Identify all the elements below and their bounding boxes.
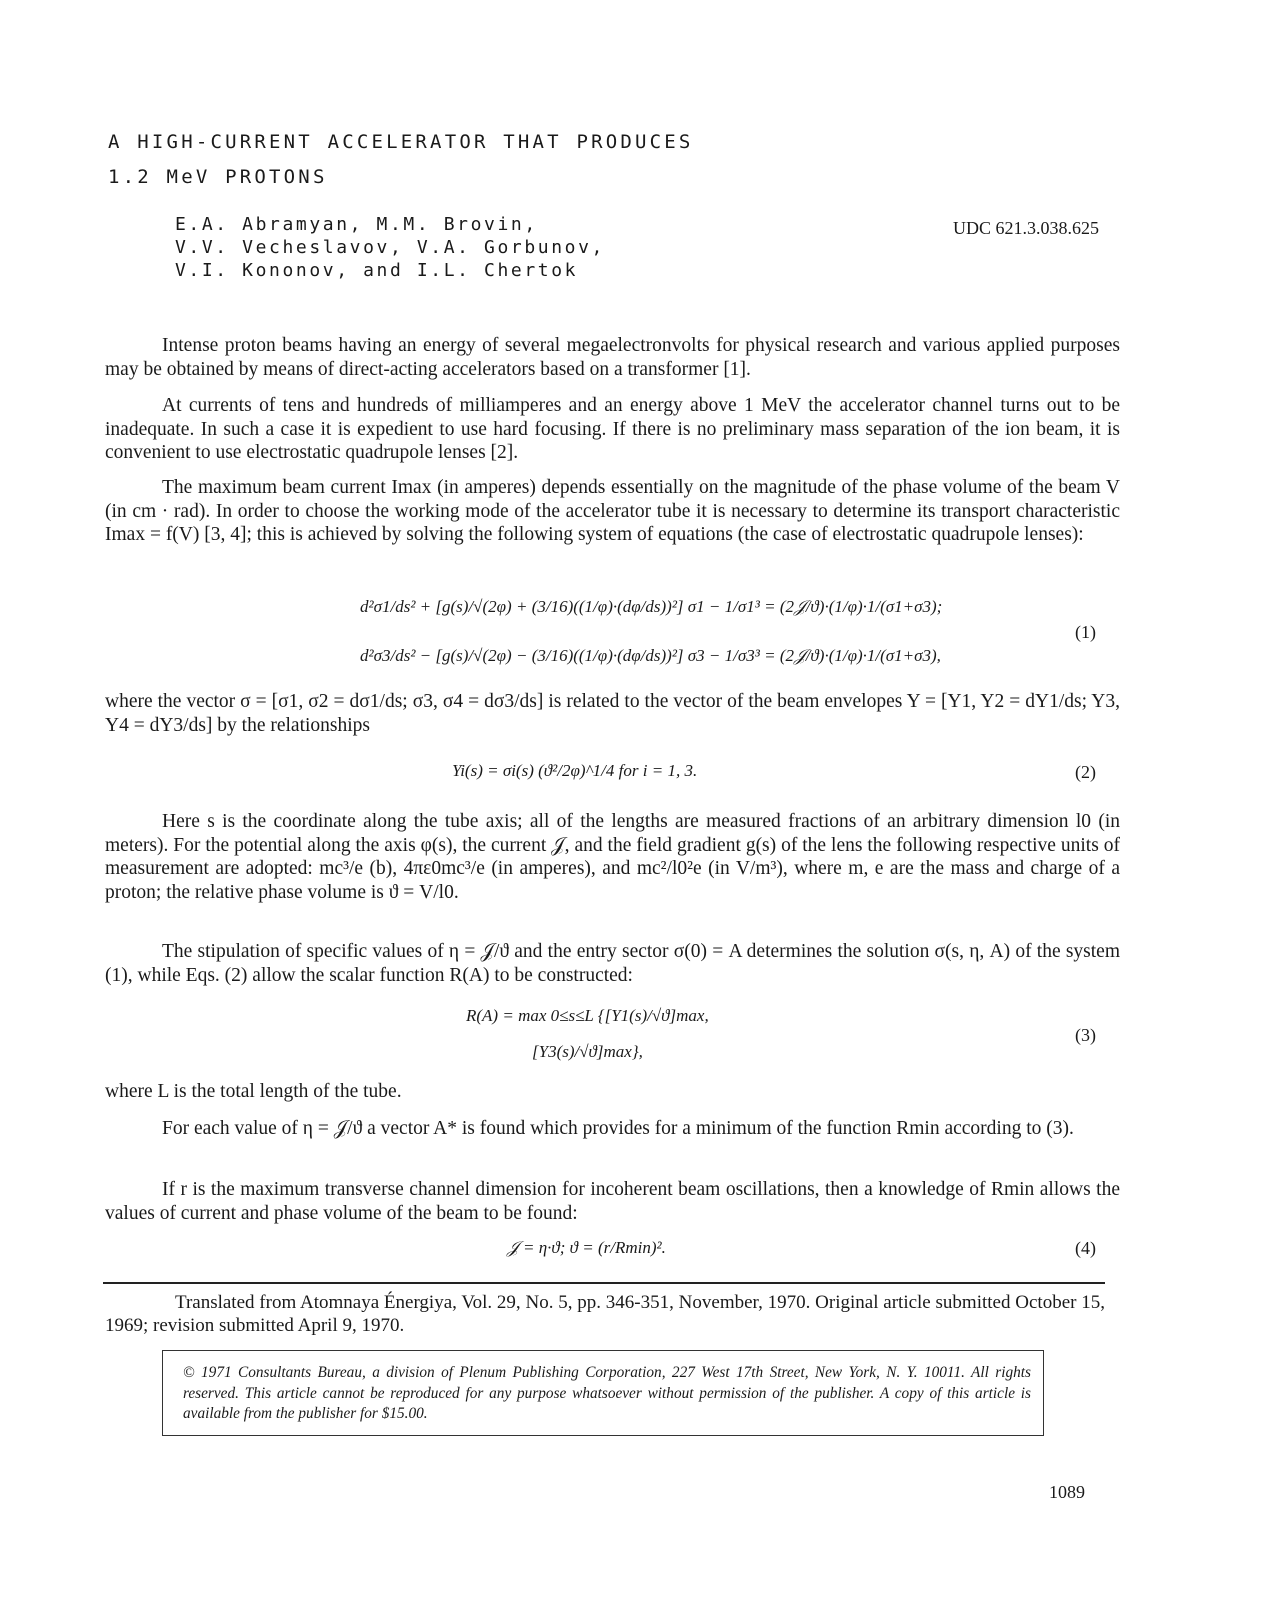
equation-3a: R(A) = max 0≤s≤L {[Y1(s)/√ϑ]max,	[466, 1006, 709, 1025]
author-line-2: V.V. Vecheslavov, V.A. Gorbunov,	[175, 237, 605, 258]
equation-1-number: (1)	[1075, 622, 1096, 642]
translation-note-text: Translated from Atomnaya Énergiya, Vol. 29, No. 5, pp. 346-351, November, 1970. Original article submitted October 15, 1969; revision submitted April 9, 1970.	[105, 1292, 1105, 1336]
udc-code: UDC 621.3.038.625	[952, 218, 1099, 238]
author-line-1: E.A. Abramyan, M.M. Brovin,	[175, 214, 538, 235]
author-list	[175, 213, 605, 282]
paragraph-6-text: The stipulation of specific values of η = 𝒥/ϑ and the entry sector σ(0) = A determines the solution σ(s, η, A) of the system (1), while Eqs. (2) allow the scalar function R(A) to be constructed:	[105, 941, 1120, 986]
paragraph-8-text: For each value of η = 𝒥/ϑ a vector A* is found which provides for a minimum of the function Rmin according to (3).	[162, 1118, 1074, 1139]
equation-1a: d²σ1/ds² + [g(s)/√(2φ) + (3/16)((1/φ)·(dφ/ds))²] σ1 − 1/σ1³ = (2𝒥/ϑ)·(1/φ)·1/(σ1+σ3);	[360, 597, 943, 616]
paragraph-5	[105, 810, 1120, 904]
paragraph-3-text: The maximum beam current Imax (in amperes) depends essentially on the magnitude of the phase volume of the beam V (in cm · rad). In order to choose the working mode of the accelerator tube it is necessary to determine its transport characteristic Imax = f(V) [3, 4]; this is achieved by solving the following system of equations (the case of electrostatic quadrupole lenses):	[105, 477, 1120, 545]
paragraph-7	[105, 1080, 1120, 1104]
copyright-text: © 1971 Consultants Bureau, a division of Plenum Publishing Corporation, 227 West 17th Street, New York, N. Y. 10011. All rights reserved. This article cannot be reproduced for any purpose whatsoever without permission of the publisher. A copy of this article is available from the publisher for $15.00.	[183, 1364, 1031, 1422]
equation-4: 𝒥 = η·ϑ; ϑ = (r/Rmin)².	[507, 1238, 666, 1257]
author-line-3: V.I. Kononov, and I.L. Chertok	[175, 260, 579, 281]
paragraph-6	[105, 940, 1120, 987]
footnote-divider	[103, 1282, 1105, 1284]
equation-4-number: (4)	[1075, 1238, 1096, 1258]
paragraph-1-text: Intense proton beams having an energy of several megaelectronvolts for physical research and various applied purposes may be obtained by means of direct-acting accelerators based on a transformer [1].	[105, 335, 1120, 380]
page-number: 1089	[1049, 1482, 1085, 1502]
paragraph-4	[105, 690, 1120, 737]
equation-3-number: (3)	[1075, 1025, 1096, 1045]
copyright-box	[162, 1350, 1044, 1436]
equation-2-number: (2)	[1075, 762, 1096, 782]
paragraph-7-text: where L is the total length of the tube.	[105, 1081, 402, 1102]
paragraph-1	[105, 334, 1120, 381]
article-title-line-1: A HIGH-CURRENT ACCELERATOR THAT PRODUCES	[108, 131, 694, 153]
paragraph-8	[105, 1117, 1120, 1141]
paragraph-2	[105, 394, 1120, 465]
translation-note	[105, 1291, 1105, 1337]
equation-3b: [Y3(s)/√ϑ]max},	[532, 1042, 643, 1061]
equation-2: Yi(s) = σi(s) (ϑ²/2φ)^1/4 for i = 1, 3.	[452, 761, 698, 780]
article-title-line-2: 1.2 MeV PROTONS	[108, 166, 328, 188]
equation-1b: d²σ3/ds² − [g(s)/√(2φ) − (3/16)((1/φ)·(dφ/ds))²] σ3 − 1/σ3³ = (2𝒥/ϑ)·(1/φ)·1/(σ1+σ3),	[360, 646, 941, 665]
paragraph-4-text: where the vector σ = [σ1, σ2 = dσ1/ds; σ3, σ4 = dσ3/ds] is related to the vector of the beam envelopes Y = [Y1, Y2 = dY1/ds; Y3, Y4 = dY3/ds] by the relationships	[105, 691, 1120, 736]
paragraph-9-text: If r is the maximum transverse channel dimension for incoherent beam oscillations, then a knowledge of Rmin allows the values of current and phase volume of the beam to be found:	[105, 1179, 1120, 1224]
paragraph-5-text: Here s is the coordinate along the tube axis; all of the lengths are measured fractions of an arbitrary dimension l0 (in meters). For the potential along the axis φ(s), the current 𝒥, and the field gradient g(s) of the lens the following respective units of measurement are adopted: mc³/e (b), 4πε0mc³/e (in amperes), and mc²/l0²e (in V/m³), where m, e are the mass and charge of a proton; the relative phase volume is ϑ = V/l0.	[105, 811, 1120, 903]
paragraph-2-text: At currents of tens and hundreds of milliamperes and an energy above 1 MeV the accelerator channel turns out to be inadequate. In such a case it is expedient to use hard focusing. If there is no preliminary mass separation of the ion beam, it is convenient to use electrostatic quadrupole lenses [2].	[105, 395, 1120, 463]
paragraph-3	[105, 476, 1120, 547]
paragraph-9	[105, 1178, 1120, 1225]
